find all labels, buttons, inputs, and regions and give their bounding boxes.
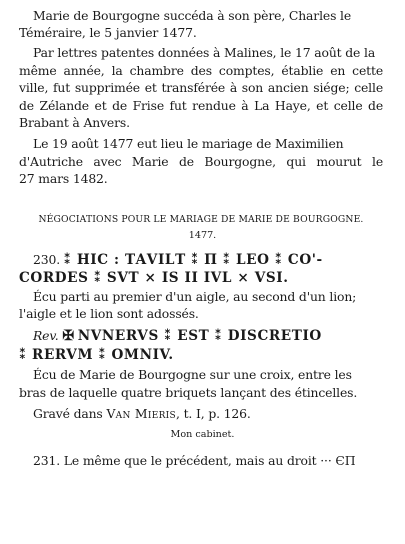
gothic-legend-line: NVNERVS ⁑ EST ⁑ DISCRETIO	[77, 328, 322, 344]
description-line: Écu de Marie de Bourgogne sur une croix, entre les	[33, 367, 352, 382]
description-line: bras de laquelle quatre briquets lançant des étincelles.	[19, 385, 358, 400]
paragraph-line: 27 mars 1482.	[19, 171, 108, 186]
coin-entry-231: 231. Le même que le précédent, mais au droit ··· ЄΠ	[33, 453, 356, 468]
paragraph-line: ville, fut supprimée et transférée à son ancien siége; celle	[19, 80, 383, 95]
paragraph-line: Téméraire, le 5 janvier 1477.	[19, 25, 197, 40]
paragraph-line: Le 19 août 1477 eut lieu le mariage de Maximilien	[33, 136, 344, 151]
paragraph-line: même année, la chambre des comptes, établie en cette	[19, 63, 383, 78]
description-line: l'aigle et le lion sont adossés.	[19, 306, 199, 321]
gothic-legend-line: CORDES ⁑ SVT × IS II IVL × VSI.	[19, 270, 289, 286]
reverse-label: Rev.	[33, 328, 59, 343]
paragraph-line: Brabant à Anvers.	[19, 115, 130, 130]
section-year: 1477.	[188, 230, 217, 241]
entry-number: 230.	[33, 252, 60, 267]
section-heading: NÉGOCIATIONS POUR LE MARIAGE DE MARIE DE BOURGOGNE.	[38, 214, 364, 225]
paragraph-line: d'Autriche avec Marie de Bourgogne, qui mourut le	[19, 154, 383, 169]
paragraph-line: de Zélande et de Frise fut rendue à La Haye, et celle de	[19, 98, 383, 113]
description-line: Écu parti au premier d'un aigle, au second d'un lion;	[33, 289, 357, 304]
reverse-legend	[33, 328, 322, 344]
paragraph-line: Marie de Bourgogne succéda à son père, Charles le	[33, 8, 352, 23]
gothic-legend-line: ⁑ RERVM ⁑ OMNIV.	[19, 347, 174, 363]
author-name: Van Mieris	[106, 406, 177, 421]
cross-icon: ✠	[62, 328, 74, 344]
coin-entry-230-legend	[33, 252, 323, 268]
collection-note: Mon cabinet.	[170, 429, 235, 440]
source-reference: Gravé dans Van Mieris, t. I, p. 126.	[33, 406, 251, 421]
paragraph-line: Par lettres patentes données à Malines, le 17 août de la	[33, 45, 376, 60]
gothic-legend-line: ⁑ HIC : ΤΑVILΤ ⁑ Π ⁑ LEO ⁑ CO'-	[63, 252, 323, 268]
